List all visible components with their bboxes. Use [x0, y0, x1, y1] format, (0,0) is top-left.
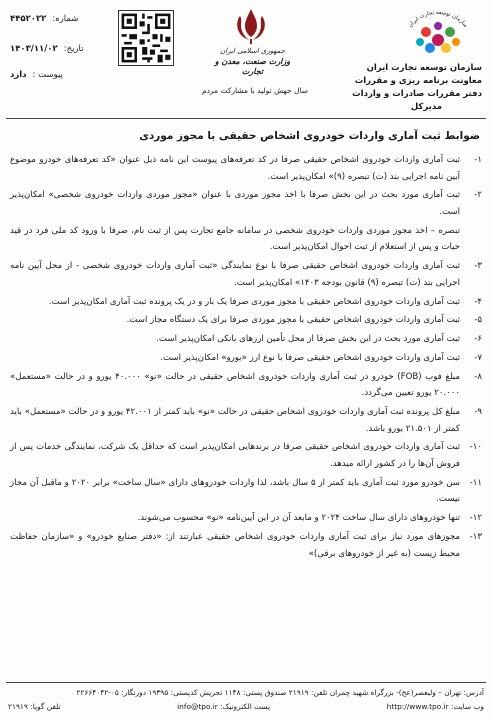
date-label: تاریخ:: [63, 44, 84, 54]
list-item: [10, 439, 482, 472]
list-item: [10, 510, 482, 527]
list-item: [10, 258, 482, 291]
item-text: ثبت آماری واردات خودروی اشخاص حقیقی صرفا با نوع نمایندگی «ثبت آماری واردات خودروی شخصی - از محل آیین نامه اجرایی بند (ت) تبصره (۹) قانون بودجه ۱۴۰۳» امکان‌پذیر است.: [10, 261, 460, 288]
list-item: [10, 404, 482, 437]
item-number: ۶-: [474, 334, 482, 345]
item-number: ۱۰-: [469, 442, 482, 453]
list-item: [10, 350, 482, 367]
footer-address: آدرس: تهران – ولیعصر(عج)- بزرگراه شهید چمران تلفن: ۲۱۹۱۹ صندوق پستی: ۱۱۴۸ تجریش کدپستی: ۱۹۳۹۵ دورنگار: ۰۵-۲۲۶۶۴۰۴۲: [76, 688, 484, 697]
letter-footer: [8, 686, 484, 714]
item-number: ۳-: [474, 261, 482, 272]
list-item: [10, 331, 482, 348]
footer-divider: [6, 682, 486, 683]
item-number: ۱۱-: [469, 477, 482, 488]
item-number: ۵-: [474, 315, 482, 326]
org-line: معاونت برنامه ریزی و مقررات: [354, 76, 482, 86]
list-item: [10, 475, 482, 508]
ministry-line-2: وزارت صنعت، معدن و تجارت: [214, 56, 291, 76]
rules-list: [10, 152, 482, 564]
item-text: مبلغ فوب (FOB) خودرو در ثبت آماری واردات خودروی اشخاص حقیقی در حالت «نو» ۴۰.۰۰۰ یورو و در حالت «مستعمل» ۲۰.۰۰۰ یورو تعیین می‌گردد.: [10, 371, 461, 399]
list-item: [10, 529, 482, 562]
header-divider: [6, 118, 486, 119]
attachment-value: دارد: [10, 70, 27, 80]
item-number: ۴-: [474, 296, 482, 307]
item-text: مجوزهای مورد نیاز برای ثبت آماری واردات خودروی اشخاص حقیقی عبارتند از: «دفتر صنایع خودرو» و «سازمان حفاظت محیط زیست (به غیر از خودروهای برقی)»: [10, 531, 460, 559]
item-number: ۱-: [474, 155, 482, 165]
year-slogan: سال جهش تولید با مشارکت مردم: [201, 86, 309, 95]
letter-attachment: [10, 70, 63, 80]
org-line: مدیرکل: [410, 102, 442, 112]
item-number: ۱۲-: [469, 513, 482, 524]
footer-phone: تلفن گویا: ۲۱۹۱۹: [8, 702, 61, 711]
list-item: [10, 187, 482, 220]
attachment-label: پیوست :: [32, 70, 63, 80]
number-label: شماره:: [52, 14, 79, 24]
iran-emblem-icon: [228, 6, 274, 46]
org-line: سازمان توسعه تجارت ایران: [366, 63, 482, 73]
item-text: ثبت آماری واردات خودروی اشخاص حقیقی صرفا با نوع ارز «یورو» امکان‌پذیر است.: [160, 352, 460, 363]
list-item: [10, 312, 482, 329]
list-item: [10, 152, 482, 185]
item-text: ثبت آماری مورد بحث در این بخش صرفا از محل تأمین ارزهای بانکی امکان‌پذیر است.: [156, 334, 460, 345]
item-text: سن خودرو مورد ثبت آماری باید کمتر از ۵ سال باشد، لذا واردات خودروهای دارای «سال ساخت» برابر ۲۰۲۰ و ماقبل آن مجاز نیست.: [10, 477, 460, 505]
item-number: ۷-: [474, 352, 482, 363]
note-paragraph: تبصره – اخذ مجوز موردی واردات خودروی شخصی در سامانه جامع تجارت پس از ثبت نام، صرفا با ورود کد ملی فرد در قید حیات و پس از استعلام از ثبت احوال امکان‌پذیر است.: [10, 225, 460, 253]
date-value: ۱۴۰۳/۱۱/۰۲: [10, 44, 58, 54]
org-line: دفتر مقررات صادرات و واردات: [352, 89, 482, 99]
item-text: مبلغ کل پرونده ثبت آماری واردات خودروی اشخاص حقیقی در حالت «نو» باید کمتر از ۴۲.۰۰۱ یورو و در حالت «مستعمل» باید کمتر از ۲۱.۵۰۱ یورو باشد.: [10, 407, 460, 434]
item-text: تنها خودروهای دارای سال ساخت ۲۰۲۴ و مابعد آن در این آیین‌نامه «نو» محسوب می‌شوند.: [137, 513, 460, 524]
issuing-organization: [322, 62, 482, 114]
number-value: ۴۴۵۲۰۲۲: [10, 14, 47, 24]
letter-number: [10, 14, 78, 24]
list-item: [10, 294, 482, 311]
ministry-name: [205, 46, 300, 76]
qr-code-icon: [118, 10, 174, 66]
item-number: ۱۳-: [469, 531, 482, 542]
footer-website-link[interactable]: وب سایت: http://www.tpo.ir: [386, 702, 484, 711]
item-text: ثبت آماری مورد بحث در این بخش صرفا با اخذ مجوز موردی با عنوان «مجوز موردی واردات خودروی شخصی» امکان‌پذیر است.: [10, 190, 460, 217]
item-text: ثبت آماری واردات خودروی اشخاص حقیقی با مجوز موردی صرفا یک بار و در یک پرونده ثبت آماری امکان‌پذیر است.: [48, 296, 460, 307]
item-number: ۲-: [474, 190, 482, 201]
item-number: ۸-: [474, 371, 482, 382]
item-number: ۹-: [474, 407, 482, 417]
document-title: ضوابط ثبت آماری واردات خودروی اشخاص حقیقی با مجوز موردی: [139, 130, 480, 142]
item-text: ثبت آماری واردات خودروی اشخاص حقیقی صرفا در کد تعرفه‌های پیوست این نامه ذیل عنوان «کد تعرفه‌های خودرو موضوع آیین نامه اجرایی بند (ت) تبصره (۹)» امکان‌پذیر است.: [10, 155, 460, 182]
item-text: ثبت آماری واردات خودروی اشخاص حقیقی صرفا در برندهایی امکان‌پذیر است که حداقل یک شرکت، نمایندگی خدمات پس از فروش آن‌ها را در کشور ارائه میدهد.: [10, 442, 460, 469]
ministry-line-1: جمهوری اسلامی ایران: [220, 47, 285, 55]
logo-arc-text: سازمان توسعه تجارت ایران: [407, 9, 469, 29]
letter-date: [10, 44, 84, 54]
item-text: ثبت آماری واردات خودروی اشخاص حقیقی با مجوز موردی صرفا برای یک دستگاه مجاز است.: [126, 315, 460, 326]
footer-email-link[interactable]: پست الکترونیک: info@tpo.ir: [177, 702, 271, 711]
list-item: [10, 369, 482, 402]
